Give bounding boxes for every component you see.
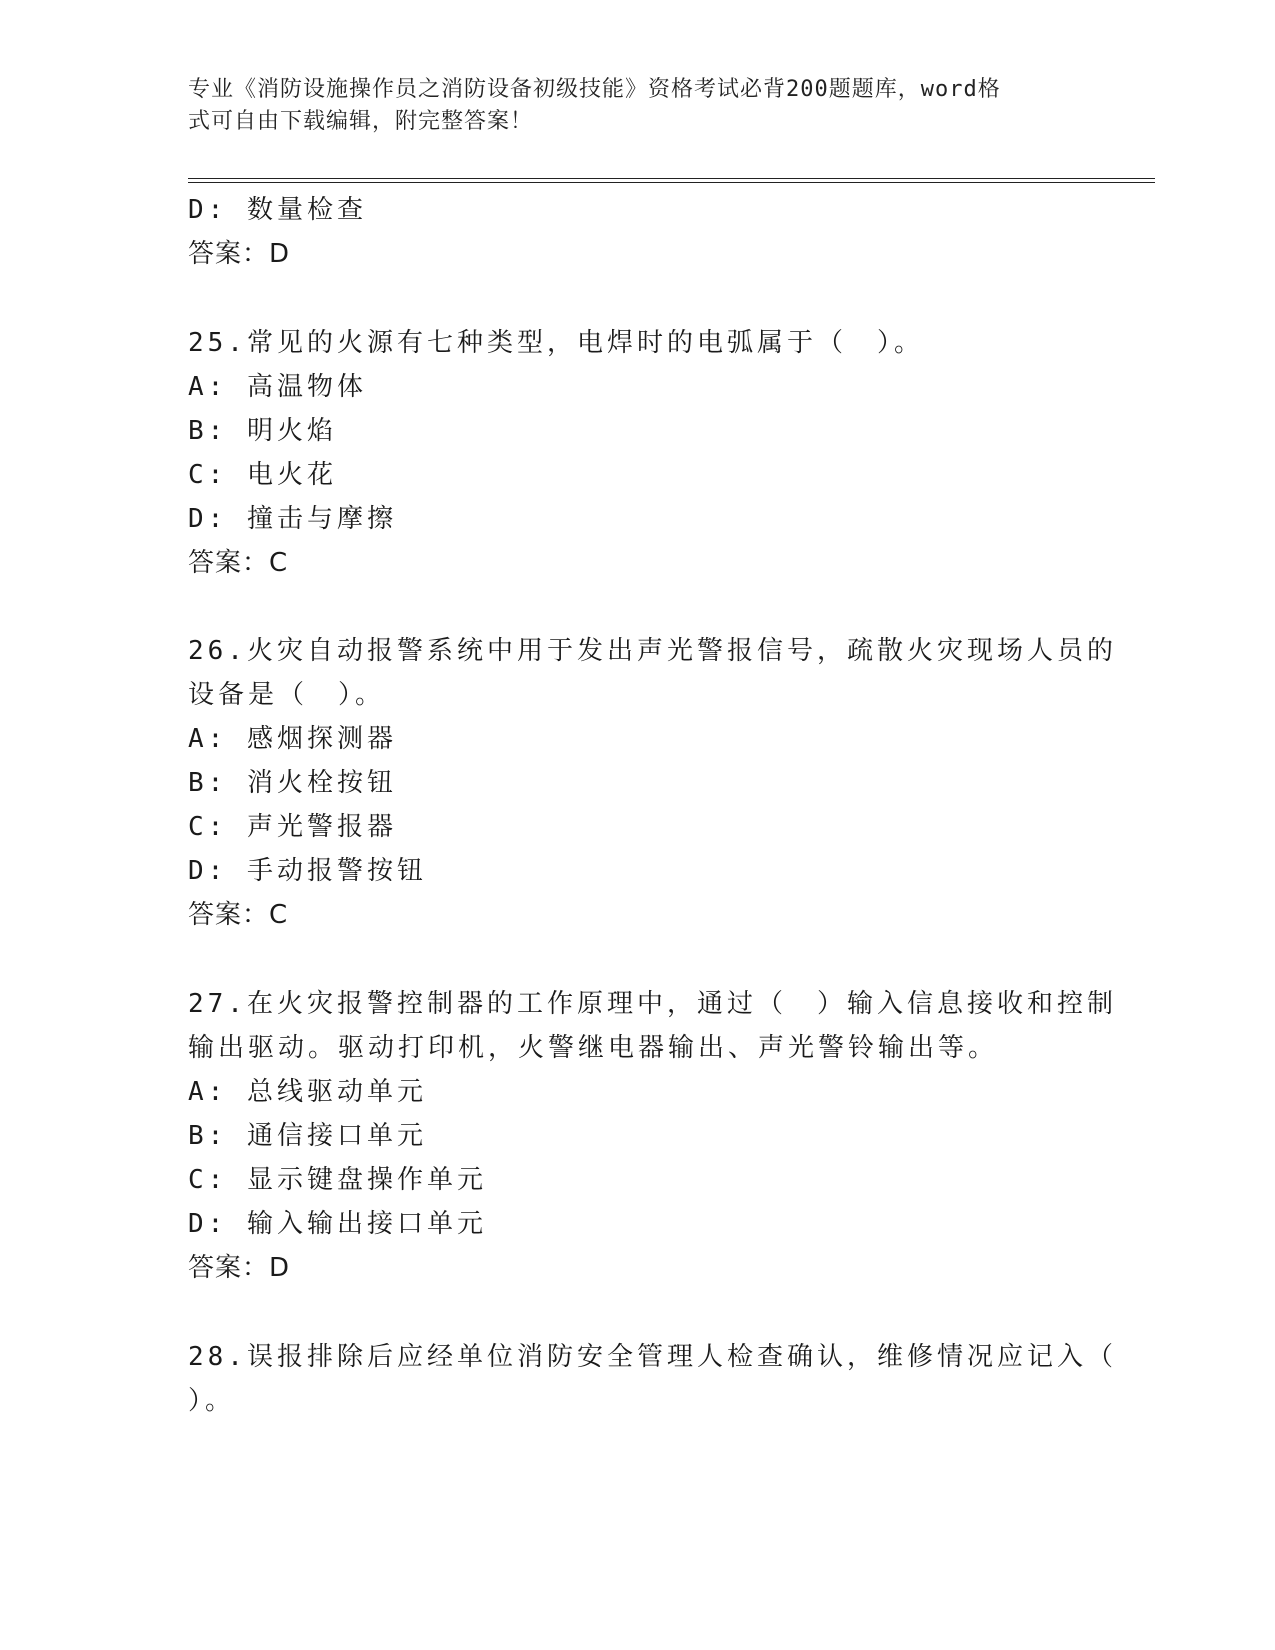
document-header [188, 74, 1068, 138]
q25-option-c: C: 电火花 [188, 460, 337, 490]
q26-option-d: D: 手动报警按钮 [188, 856, 427, 886]
q25-answer: 答案：C [188, 548, 289, 578]
header-divider-bottom [188, 182, 1155, 183]
header-line-2: 式可自由下载编辑，附完整答案！ [188, 109, 534, 134]
q28-stem-line-1: 28.误报排除后应经单位消防安全管理人检查确认，维修情况应记入（ [188, 1342, 1117, 1372]
q24-answer: 答案：D [188, 239, 291, 269]
q25-option-a: A: 高温物体 [188, 372, 367, 402]
q25-option-d: D: 撞击与摩擦 [188, 504, 397, 534]
q27-option-b: B: 通信接口单元 [188, 1121, 427, 1151]
q26-answer: 答案：C [188, 900, 289, 930]
q26-stem-line-1: 26.火灾自动报警系统中用于发出声光警报信号，疏散火灾现场人员的 [188, 636, 1117, 666]
q25-stem: 25.常见的火源有七种类型，电焊时的电弧属于（ ）。 [188, 328, 924, 358]
q26-option-c: C: 声光警报器 [188, 812, 397, 842]
q27-answer: 答案：D [188, 1253, 291, 1283]
q27-option-c: C: 显示键盘操作单元 [188, 1165, 487, 1195]
q26-option-a: A: 感烟探测器 [188, 724, 397, 754]
header-divider-top [188, 178, 1155, 179]
q27-option-d: D: 输入输出接口单元 [188, 1209, 487, 1239]
header-line-1: 专业《消防设施操作员之消防设备初级技能》资格考试必背200题题库，word格 [188, 77, 1001, 102]
q27-option-a: A: 总线驱动单元 [188, 1077, 427, 1107]
q27-stem-line-1: 27.在火灾报警控制器的工作原理中，通过（ ）输入信息接收和控制 [188, 989, 1117, 1019]
q26-stem-line-2: 设备是（ ）。 [188, 680, 386, 710]
q26-option-b: B: 消火栓按钮 [188, 768, 397, 798]
q25-option-b: B: 明火焰 [188, 416, 337, 446]
q24-option-d: D: 数量检查 [188, 195, 367, 225]
q27-stem-line-2: 输出驱动。驱动打印机，火警继电器输出、声光警铃输出等。 [188, 1033, 999, 1063]
q28-stem-line-2: ）。 [188, 1386, 236, 1416]
